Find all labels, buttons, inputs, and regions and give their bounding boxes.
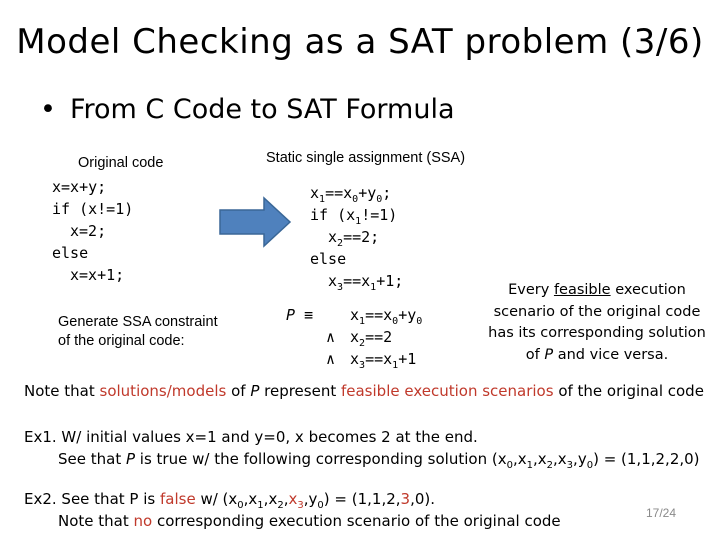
example-2-line-2: Note that no corresponding execution scenario of the original code [58,512,561,530]
slide-title: Model Checking as a SAT problem (3/6) [16,22,704,62]
formula-row: ∧ $x_3==x_1+1$ [326,350,417,371]
original-code-block [52,176,133,286]
code-line: else [52,244,89,262]
ssa-line: if $(x_1!=1)$ [310,206,398,227]
ssa-line: $x_3==x_1+1$; [328,272,404,293]
example-1-line-2: See that P is true w/ the following corresponding solution $(x_0,x_1,x_2,x_3,y_0) = (1,1,2,2,0)$ [58,450,700,471]
code-line: if (x!=1) [52,200,134,218]
feasible-scenario-callout: Every feasible execution scenario of the original code has its corresponding solution of P and vice versa. [488,282,706,363]
code-line: x=2; [70,222,107,240]
page-number: 17/24 [646,506,677,520]
example-1-line-1: Ex1. W/ initial values x=1 and y=0, x becomes 2 at the end. [24,428,478,446]
formula-row: P ≡ $x_1==x_0+y_0$ [286,306,423,327]
code-line: x=x+1; [70,266,125,284]
ssa-label: Static single assignment (SSA) [266,150,466,166]
feasible-underlined: feasible [553,282,611,298]
formula-row: ∧ $x_2==2$ [326,328,393,349]
example-2-line-1: Ex2. See that P is false w/ $(x_0,x_1,x_2,x_3,y_0) = (1,1,2,3,0)$. [24,490,436,511]
ssa-line: else [310,250,347,268]
generate-constraint-label: Generate SSA constraint of the original code: [58,314,218,349]
formula-p [286,304,423,371]
bullet-text: From C Code to SAT Formula [69,94,455,125]
ssa-line: $x_1==x_0+y_0$; [310,184,392,205]
bullet-heading [40,94,455,125]
original-code-label: Original code [78,155,164,171]
code-line: x=x+y; [52,178,107,196]
ssa-line: $x_2==2$; [328,228,380,249]
ssa-code-block [310,182,403,292]
note-line: Note that solutions/models of P represent feasible execution scenarios of the original code [24,382,704,400]
bullet-dot: • [40,94,56,125]
right-arrow-icon [218,196,292,248]
